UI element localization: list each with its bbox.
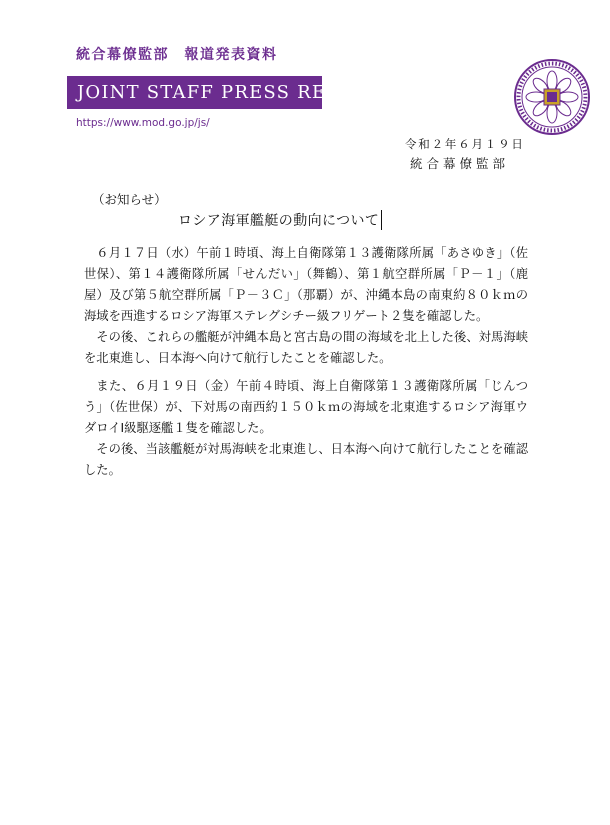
joint-staff-seal-icon (513, 58, 591, 136)
website-link[interactable]: https://www.mod.go.jp/js/ (76, 117, 210, 129)
document-title: ロシア海軍艦艇の動向について (178, 210, 382, 230)
release-date: 令和２年６月１９日 (405, 137, 525, 151)
body-paragraph: その後、これらの艦艇が沖縄本島と宮古島の間の海域を北上した後、対馬海峡を北東進し、日本海へ向けて航行したことを確認した。 (84, 330, 528, 365)
organization-header: 統合幕僚監部 報道発表資料 (76, 47, 278, 63)
body-paragraph: また、６月１９日（金）午前４時頃、海上自衛隊第１３護衛隊所属「じんつう」（佐世保）が、下対馬の南西約１５０ｋｍの海域を北東進するロシア海軍ウダロイⅠ級駆逐艦１隻を確認した。 (84, 379, 528, 435)
press-release-banner: JOINT STAFF PRESS RELEASE (67, 76, 322, 109)
body-paragraph: その後、当該艦艇が対馬海峡を北東進し、日本海へ向けて航行したことを確認した。 (84, 442, 528, 477)
issuer-name: 統合幕僚監部 (410, 156, 510, 171)
body-paragraph: ６月１７日（水）午前１時頃、海上自衛隊第１３護衛隊所属「あさゆき」（佐世保）、第１４護衛隊所属「せんだい」（舞鶴）、第１航空群所属「Ｐ－１」（鹿屋）及び第５航空群所属「Ｐ－３Ｃ」（那覇）が、沖縄本島の南東約８０ｋｍの海域を西進するロシア海軍ステレグシチー級フリゲート２隻を確認した。 (84, 246, 528, 323)
notice-label: （お知らせ） (92, 192, 167, 207)
